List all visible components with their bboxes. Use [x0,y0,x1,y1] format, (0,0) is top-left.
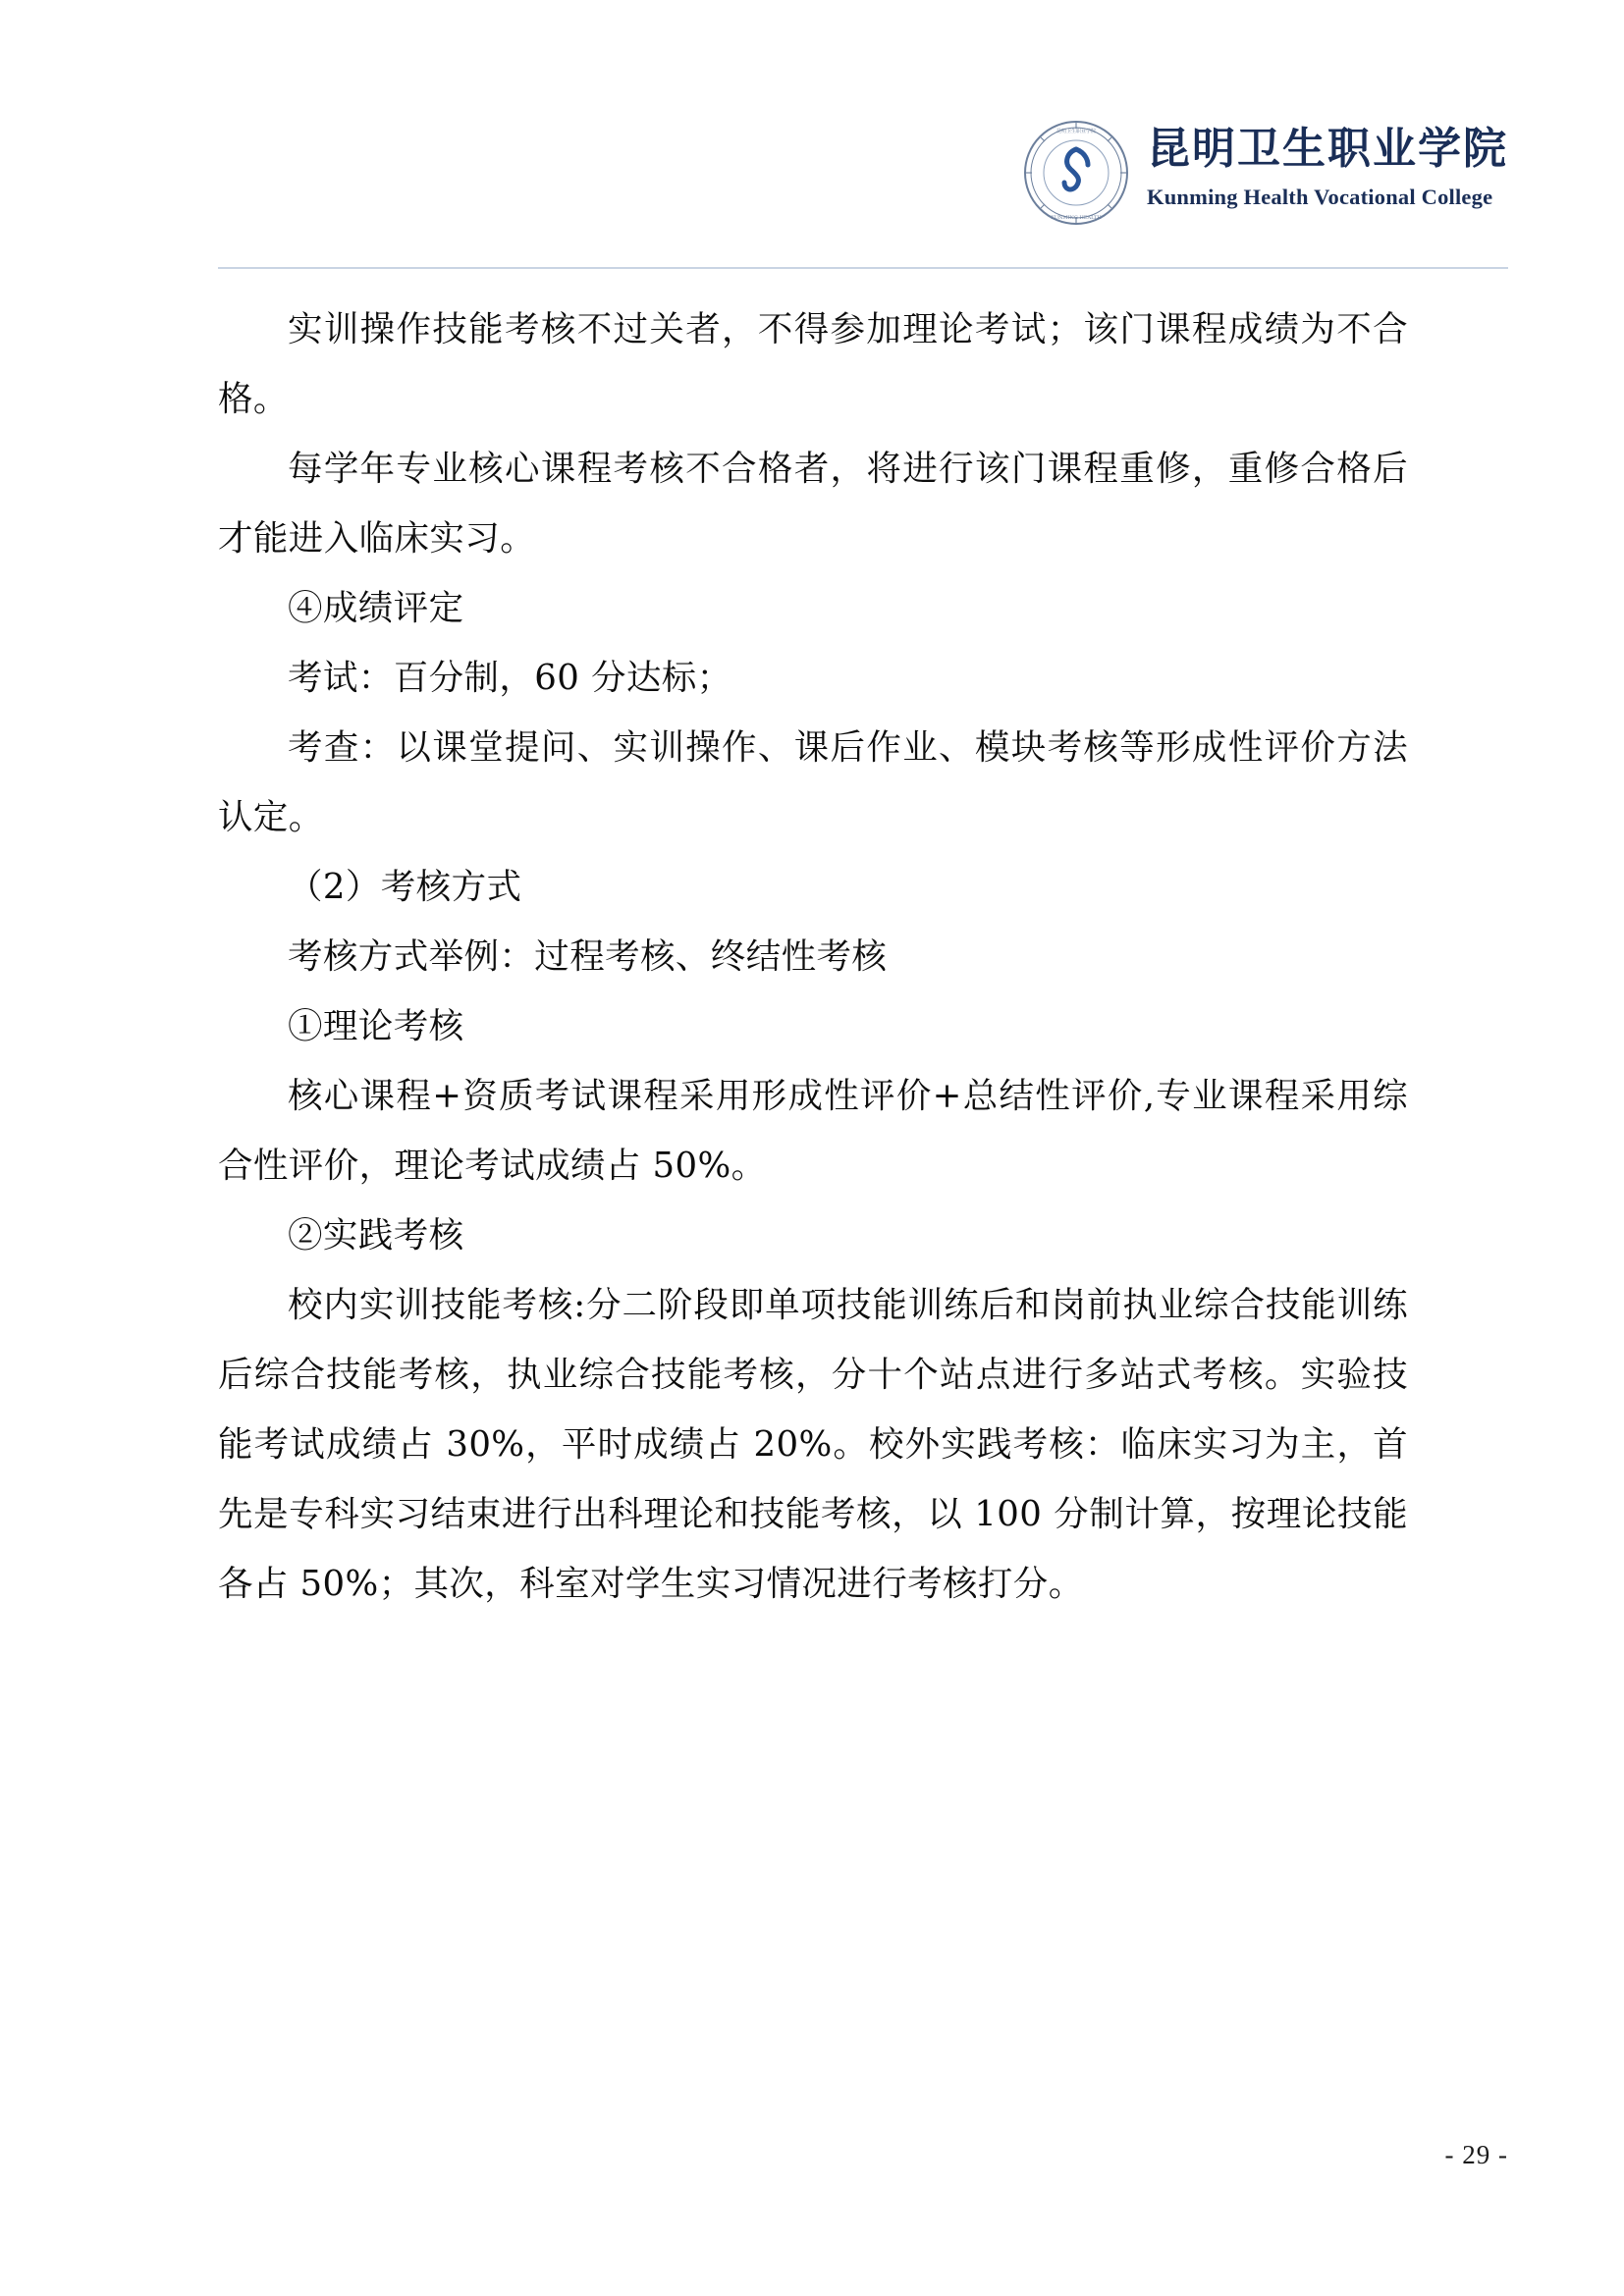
paragraph: 每学年专业核心课程考核不合格者，将进行该门课程重修，重修合格后才能进入临床实习。 [218,449,1408,559]
college-name-en: Kunming Health Vocational College [1147,185,1493,210]
paragraph: 实训操作技能考核不过关者，不得参加理论考试；该门课程成绩为不合格。 [218,309,1408,419]
page-header [0,0,1624,285]
header-divider [218,267,1508,269]
paragraph: 核心课程+资质考试课程采用形成性评价+总结性评价,专业课程采用综合性评价，理论考试成绩占 50%。 [218,1076,1408,1186]
document-body [218,294,1408,1619]
college-seal-icon [1023,120,1129,226]
paragraph: 考试：百分制，60 分达标； [288,658,732,698]
paragraph: ④成绩评定 [288,588,464,628]
paragraph: （2）考核方式 [288,867,522,907]
logo-text-block [1147,120,1508,210]
paragraph: 考核方式举例：过程考核、终结性考核 [288,936,888,977]
paragraph: ②实践考核 [288,1215,464,1255]
paragraph: ①理论考核 [288,1006,464,1046]
svg-text:昆明卫生职业学院: 昆明卫生职业学院 [1056,129,1097,134]
college-name-cn: 昆明卫生职业学院 [1147,124,1508,174]
paragraph: 考查：以课堂提问、实训操作、课后作业、模块考核等形成性评价方法认定。 [218,727,1408,837]
paragraph: 校内实训技能考核:分二阶段即单项技能训练后和岗前执业综合技能训练后综合技能考核，执业综合技能考核，分十个站点进行多站式考核。实验技能考试成绩占 30%，平时成绩占 20%。校外实践考核：临床实习为主，首先是专科实习结束进行出科理论和技能考核，以 100 分制计算，按理论技能各占 50%；其次，科室对学生实习情况进行考核打分。 [218,1285,1408,1604]
page-number: - 29 - [1444,2140,1508,2169]
college-logo [1023,120,1508,226]
svg-text:KUNMING HEALTH: KUNMING HEALTH [1051,215,1102,221]
